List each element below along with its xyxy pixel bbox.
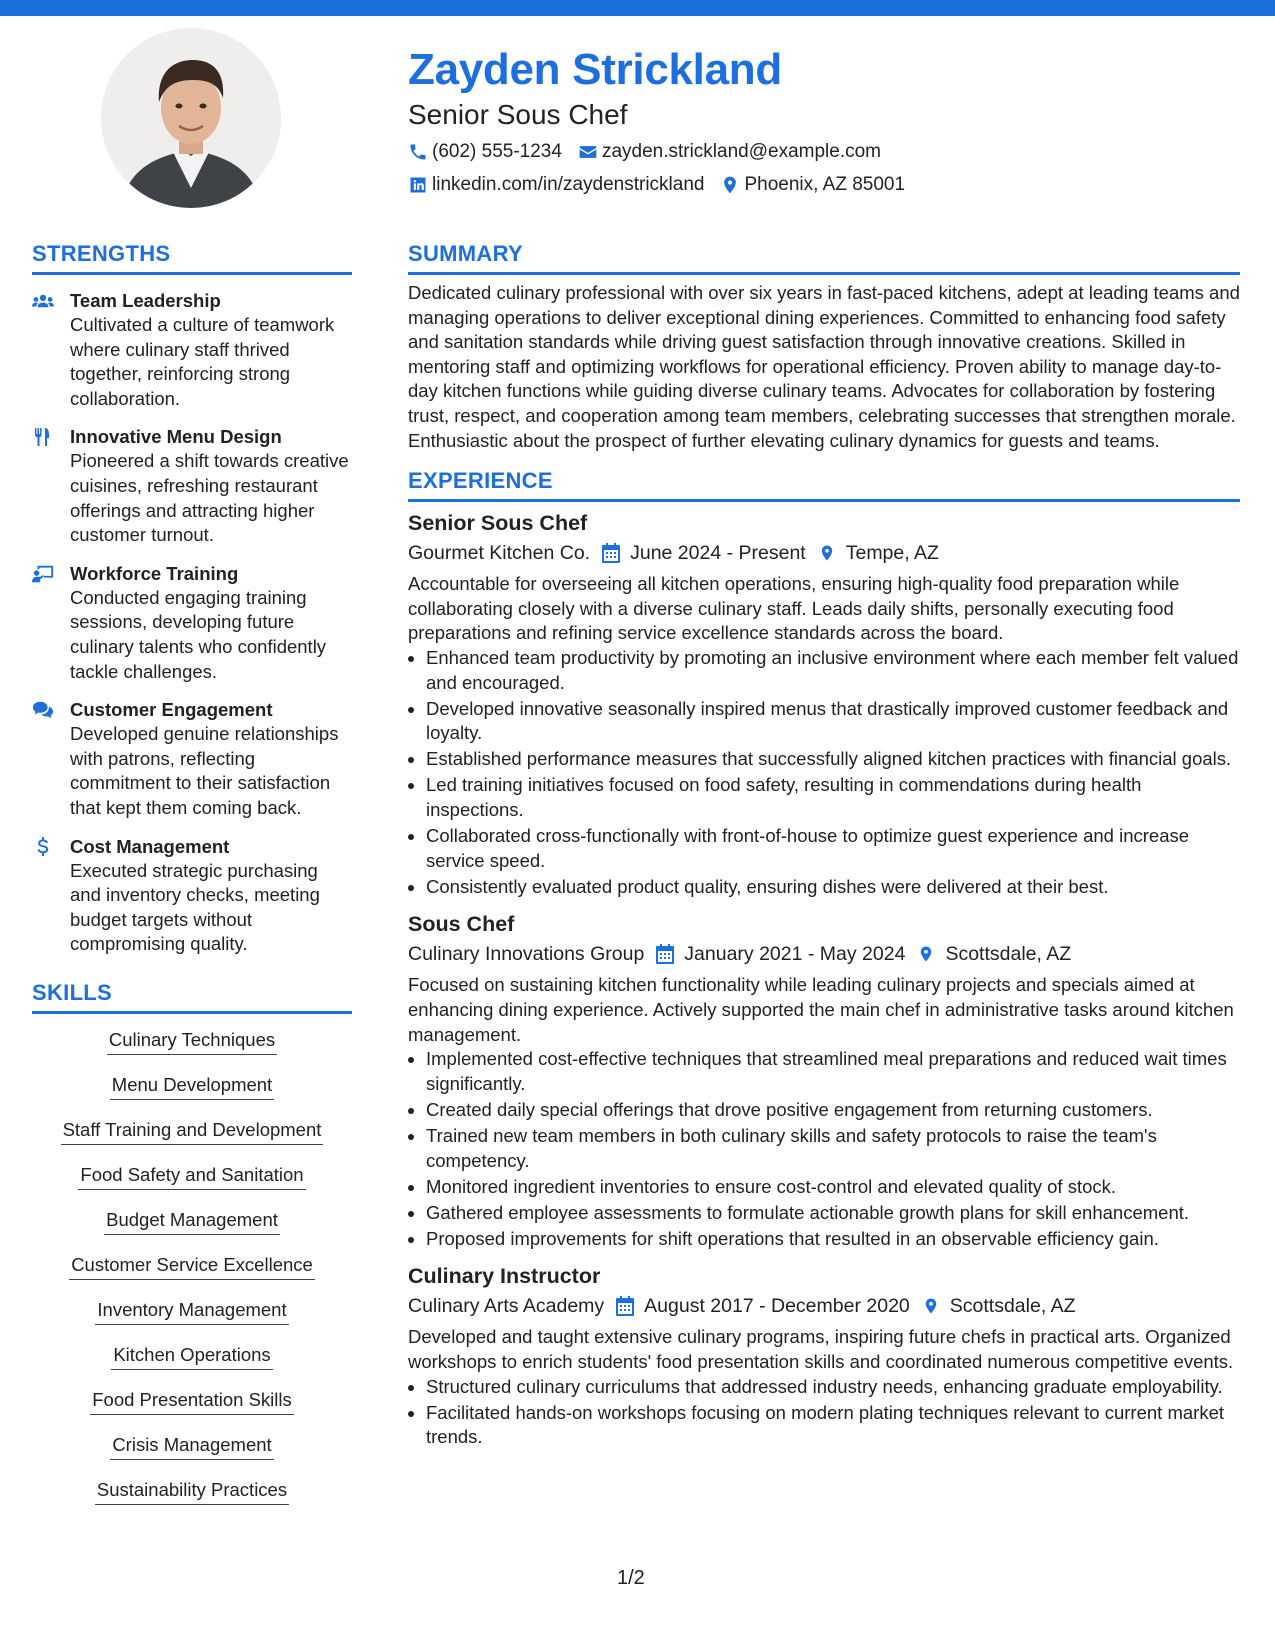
experience-heading: EXPERIENCE	[408, 467, 1240, 502]
skill-item: Kitchen Operations	[111, 1343, 272, 1370]
candidate-name: Zayden Strickland	[408, 45, 782, 94]
calendar-icon	[602, 543, 620, 563]
top-accent-bar	[0, 0, 1275, 16]
skill-item: Crisis Management	[110, 1433, 273, 1460]
skills-heading: SKILLS	[32, 979, 352, 1014]
linkedin-icon	[408, 175, 428, 195]
strengths-heading: STRENGTHS	[32, 240, 352, 275]
bullet-item: • Established performance measures that successfully aligned kitchen practices with financial goals.	[426, 747, 1240, 772]
strength-title: Customer Engagement	[70, 699, 273, 721]
envelope-icon	[578, 142, 598, 162]
email-item[interactable]	[578, 139, 881, 165]
users-icon	[32, 291, 54, 311]
job-dates: June 2024 - Present	[630, 542, 806, 565]
phone-item[interactable]	[408, 139, 562, 165]
job-company: Gourmet Kitchen Co.	[408, 542, 591, 565]
email-text: zayden.strickland@example.com	[601, 141, 882, 162]
job-description: Developed and taught extensive culinary programs, inspiring future chefs in practical arts. Organized workshops to enrich students' food presentation skills and coordinated numerous competitive events.	[408, 1326, 1234, 1372]
job-entry	[408, 1261, 1240, 1449]
skill-item: Menu Development	[110, 1073, 274, 1100]
job-bullets	[408, 646, 1240, 899]
strength-title: Workforce Training	[70, 562, 239, 584]
job-description: Focused on sustaining kitchen functionality while leading culinary projects and specials aimed at enhancing dining experience. Actively supported the main chef in administrative tasks around kitchen management.	[408, 974, 1234, 1045]
strength-desc: Pioneered a shift towards creative cuisines, refreshing restaurant offerings and attracting higher customer turnout.	[70, 450, 349, 546]
bullet-item: • Collaborated cross-functionally with front-of-house to optimize guest experience and increase service speed.	[426, 824, 1240, 873]
strength-desc: Executed strategic purchasing and inventory checks, meeting budget targets without compromising quality.	[70, 859, 320, 955]
job-meta	[408, 939, 1240, 969]
location-item	[720, 172, 905, 198]
resume-header	[408, 42, 1248, 198]
strength-item	[32, 835, 352, 957]
skills-list	[32, 1028, 352, 1523]
linkedin-item[interactable]	[408, 172, 704, 198]
map-pin-icon	[818, 543, 836, 563]
job-bullets	[408, 1375, 1240, 1450]
right-column	[408, 240, 1240, 1451]
job-location: Scottsdale, AZ	[945, 943, 1072, 966]
bullet-item: • Enhanced team productivity by promoting an inclusive environment where each member felt valued and encouraged.	[426, 646, 1240, 695]
bullet-item: • Structured culinary curriculums that addressed industry needs, enhancing graduate employability.	[426, 1375, 1240, 1400]
phone-text: (602) 555-1234	[432, 141, 562, 162]
phone-icon	[408, 142, 428, 162]
bullet-item: • Facilitated hands-on workshops focusing on modern plating techniques relevant to current market trends.	[426, 1401, 1240, 1450]
skill-item: Food Safety and Sanitation	[78, 1163, 305, 1190]
job-dates: January 2021 - May 2024	[684, 943, 906, 966]
bullet-item: • Implemented cost-effective techniques that streamlined meal preparations and reduced wait times significantly.	[426, 1047, 1240, 1096]
job-meta	[408, 538, 1240, 568]
job-company: Culinary Arts Academy	[408, 1295, 605, 1318]
left-column	[32, 240, 352, 1523]
contact-row-2	[408, 172, 1248, 198]
skill-item: Inventory Management	[95, 1298, 288, 1325]
bullet-item: • Led training initiatives focused on food safety, resulting in commendations during health inspections.	[426, 773, 1240, 822]
skill-item: Culinary Techniques	[107, 1028, 277, 1055]
comments-icon	[32, 700, 54, 720]
contact-row-1	[408, 139, 1248, 165]
strength-item	[32, 289, 352, 411]
bullet-item: • Proposed improvements for shift operations that resulted in an observable efficiency gain.	[426, 1227, 1240, 1252]
candidate-title: Senior Sous Chef	[408, 99, 628, 130]
job-description: Accountable for overseeing all kitchen operations, ensuring high-quality food preparation while collaborating closely with a diverse culinary staff. Leads daily shifts, personally executing food preparations and refining service excellence standards across the board.	[408, 573, 1180, 644]
summary-heading: SUMMARY	[408, 240, 1240, 275]
job-location: Scottsdale, AZ	[949, 1295, 1076, 1318]
strength-item	[32, 698, 352, 820]
location-text: Phoenix, AZ 85001	[744, 174, 906, 195]
bullet-item: • Consistently evaluated product quality, ensuring dishes were delivered at their best.	[426, 875, 1240, 900]
map-pin-icon	[922, 1296, 940, 1316]
job-entry	[408, 909, 1240, 1251]
job-location: Tempe, AZ	[845, 542, 939, 565]
skill-item: Staff Training and Development	[61, 1118, 324, 1145]
bullet-item: • Trained new team members in both culinary skills and safety protocols to raise the team's competency.	[426, 1124, 1240, 1173]
strength-desc: Developed genuine relationships with patrons, reflecting commitment to their satisfaction that kept them coming back.	[70, 723, 339, 818]
job-company: Culinary Innovations Group	[408, 943, 645, 966]
job-entry	[408, 508, 1240, 899]
strength-item	[32, 562, 352, 684]
bullet-item: • Gathered employee assessments to formulate actionable growth plans for skill enhancement.	[426, 1201, 1240, 1226]
job-dates: August 2017 - December 2020	[644, 1295, 910, 1318]
linkedin-text: linkedin.com/in/zaydenstrickland	[432, 174, 705, 195]
strength-desc: Cultivated a culture of teamwork where culinary staff thrived together, reinforcing strong collaboration.	[70, 314, 335, 409]
strength-desc: Conducted engaging training sessions, developing future culinary talents who confidently tackle challenges.	[70, 586, 327, 682]
job-title: Culinary Instructor	[408, 1264, 601, 1289]
profile-photo	[101, 28, 281, 208]
job-bullets	[408, 1047, 1240, 1251]
job-title: Senior Sous Chef	[408, 511, 588, 536]
strength-title: Innovative Menu Design	[70, 426, 282, 448]
skill-item: Customer Service Excellence	[69, 1253, 315, 1280]
bullet-item: • Developed innovative seasonally inspired menus that drastically improved customer feedback and loyalty.	[426, 697, 1240, 746]
skill-item: Food Presentation Skills	[90, 1388, 294, 1415]
skill-item: Sustainability Practices	[95, 1478, 289, 1505]
bullet-item: • Monitored ingredient inventories to ensure cost-control and elevated quality of stock.	[426, 1175, 1240, 1200]
strength-item	[32, 425, 352, 547]
job-meta	[408, 1291, 1240, 1321]
job-title: Sous Chef	[408, 912, 515, 937]
chalkboard-teacher-icon	[32, 564, 54, 584]
page-number: 1/2	[617, 1567, 645, 1589]
dollar-icon	[32, 837, 54, 857]
map-pin-icon	[720, 175, 740, 195]
utensils-icon	[32, 427, 54, 447]
summary-text: Dedicated culinary professional with over six years in fast-paced kitchens, adept at leading teams and managing operations to deliver exceptional dining experiences. Committed to enhancing food safety and sanitation standards while driving guest satisfaction through innovative creations. Skilled in mentoring staff and optimizing workflows for operational efficiency. Proven ability to manage day-to-day kitchen functions while guiding diverse culinary teams. Advocates for collaboration by fostering trust, respect, and cooperation among team members, celebrating successes that strengthen morale. Enthusiastic about the prospect of further elevating culinary dynamics for guests and teams.	[408, 282, 1240, 451]
calendar-icon	[656, 944, 674, 964]
map-pin-icon	[917, 944, 935, 964]
strength-title: Team Leadership	[70, 290, 221, 311]
calendar-icon	[616, 1296, 634, 1316]
strength-title: Cost Management	[70, 835, 230, 857]
skill-item: Budget Management	[104, 1208, 280, 1235]
bullet-item: • Created daily special offerings that drove positive engagement from returning customers.	[426, 1098, 1240, 1123]
